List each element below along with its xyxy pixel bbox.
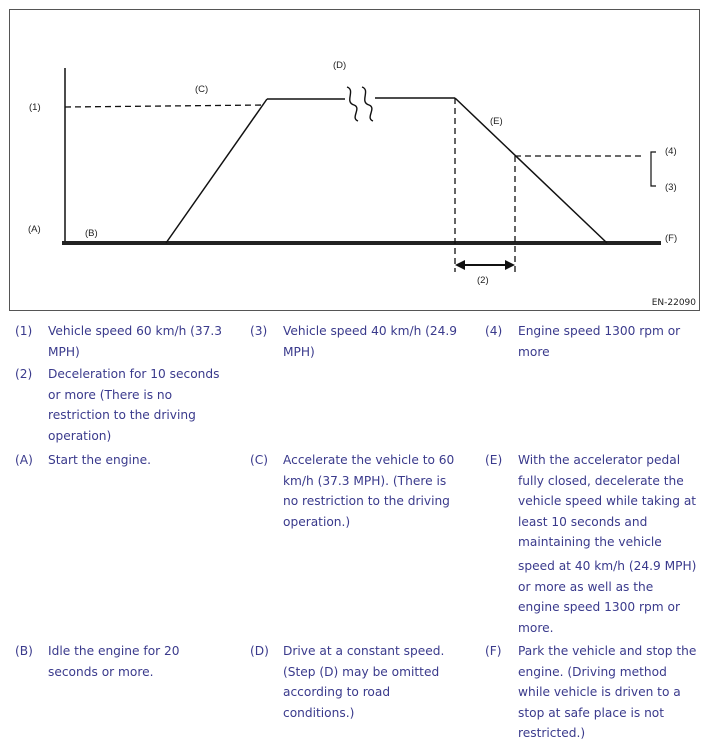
label-b: (B) [85,228,98,239]
legend-text-line: km/h (37.3 MPH). (There is [283,473,447,488]
legend-key: (D) [250,644,269,658]
label-d: (D) [333,60,347,71]
legend-key: (A) [15,453,33,467]
label-3: (3) [665,182,677,193]
legend-text-line: engine speed 1300 rpm or [518,600,680,614]
legend-text-line: while vehicle is driven to a [518,685,681,699]
label-4: (4) [665,146,677,157]
label-f: (F) [665,233,678,244]
legend-text [48,641,180,682]
duration-arrow-left-head [455,260,465,270]
label-1: (1) [29,102,41,113]
legend-key: (B) [15,644,33,658]
legend-key: (4) [485,324,503,338]
break-symbol-right [362,87,373,121]
legend-text-line: conditions.) [283,705,355,720]
threshold-bracket [651,152,656,186]
label-e: (E) [490,116,503,127]
legend-text-line: Vehicle speed 60 km/h (37.3 [48,324,223,338]
legend-text-line: restricted.) [518,726,586,740]
legend-text-line: operation) [48,428,112,443]
legend-text-line: more. [518,620,554,635]
diagram-canvas [10,10,699,310]
legend-text-line: or more as well as the [518,579,654,594]
legend-text-line: MPH) [283,344,315,359]
legend-text-line: speed at 40 km/h (24.9 MPH) [518,559,697,573]
legend-text-line: or more (There is no [48,387,173,402]
deceleration-ramp [455,98,607,243]
legend-text-line: fully closed, decelerate the [518,473,684,488]
legend-text [518,321,680,362]
legend-text-line: restriction to the driving [48,408,196,422]
label-a: (A) [28,224,41,235]
legend-key: (1) [15,324,33,338]
legend-text [48,321,222,362]
label-c: (C) [195,84,209,95]
legend-text-line: Idle the engine for 20 [48,644,180,658]
legend-key: (F) [485,644,502,658]
legend-text-line: Park the vehicle and stop the [518,644,697,658]
legend-text-line: Engine speed 1300 rpm or [518,324,681,338]
legend-text [48,364,220,446]
legend-text [518,556,696,638]
legend-key: (3) [250,324,268,338]
legend-text [283,450,454,532]
legend-text-line: (Step (D) may be omitted [283,664,440,679]
legend-text-line: Drive at a constant speed. [283,644,445,658]
legend-text-line: With the accelerator pedal [518,453,681,467]
legend-text-line: more [518,344,550,359]
legend-text-line: Start the engine. [48,453,151,467]
legend-text [518,450,696,553]
legend-text [283,321,457,362]
figure-id: EN-22090 [651,298,696,308]
legend-text-line: engine. (Driving method [518,664,667,679]
legend-text [518,641,696,744]
legend-text-line: MPH) [48,344,80,359]
legend-key: (C) [250,453,269,467]
legend-text-line: maintaining the vehicle [518,535,662,549]
legend-text-line: operation.) [283,514,351,529]
legend-text-line: Vehicle speed 40 km/h (24.9 [283,324,458,338]
break-symbol-left [347,87,358,121]
legend-text-line: seconds or more. [48,664,154,679]
speed-60-reference-line [65,105,265,107]
legend-text-line: according to road [283,685,391,699]
legend-text-line: no restriction to the driving [283,494,450,508]
legend-text-line: Deceleration for 10 seconds [48,367,220,381]
legend-text-line: Accelerate the vehicle to 60 [283,453,455,467]
label-2: (2) [477,275,489,286]
legend-text [283,641,444,723]
legend-key: (2) [15,367,33,381]
legend-key: (E) [485,453,503,467]
legend-text-line: vehicle speed while taking at [518,494,697,508]
driving-pattern-diagram [9,9,700,311]
duration-arrow-right-head [505,260,515,270]
legend-text-line: least 10 seconds and [518,514,648,529]
acceleration-ramp [166,99,267,243]
legend-text [48,450,151,471]
legend-text-line: stop at safe place is not [518,705,665,720]
